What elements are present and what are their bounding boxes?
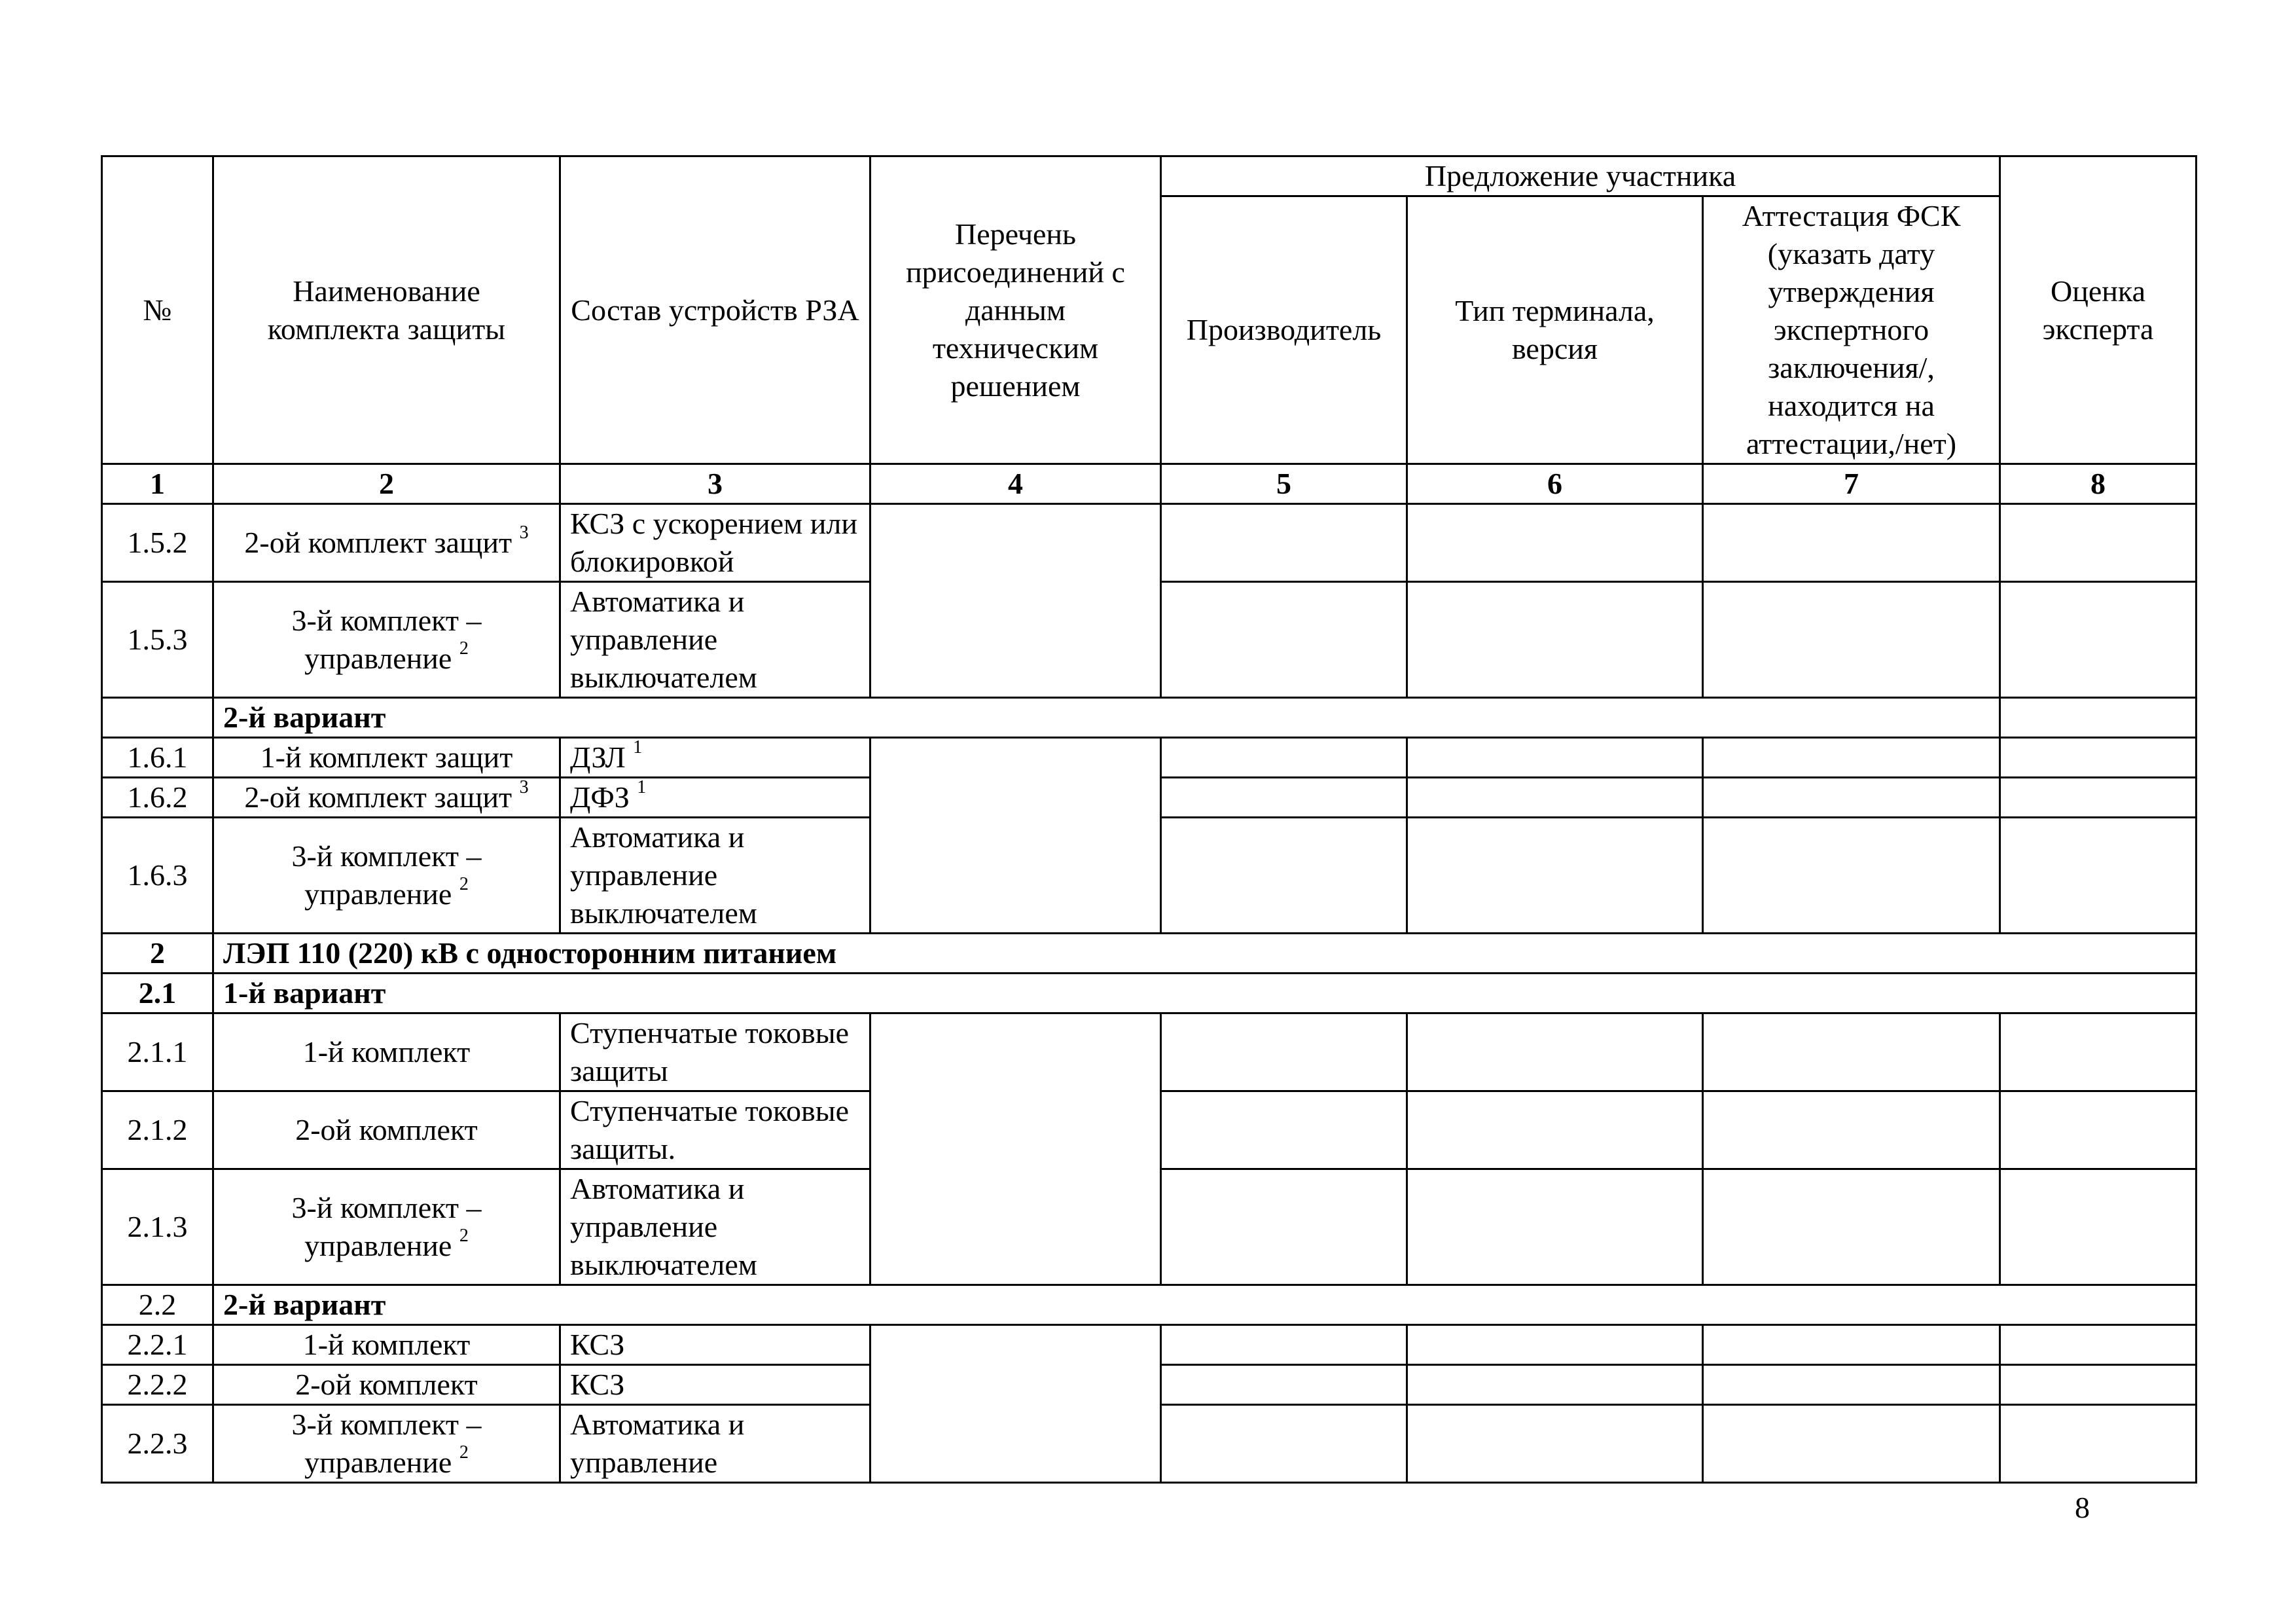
row-terminal[interactable] bbox=[1407, 818, 1703, 934]
col-number: 1 bbox=[102, 464, 213, 504]
header-num: № bbox=[102, 156, 213, 464]
header-expert: Оценка эксперта bbox=[2000, 156, 2197, 464]
row-manufacturer[interactable] bbox=[1161, 818, 1407, 934]
row-name-text: 2-ой комплект защит bbox=[244, 526, 512, 559]
row-devices: Ступенчатые токовые защиты. bbox=[560, 1091, 870, 1169]
row-expert[interactable] bbox=[2000, 1013, 2197, 1091]
table-row bbox=[102, 738, 2197, 778]
header-manufacturer: Производитель bbox=[1161, 196, 1407, 464]
col-number: 7 bbox=[1703, 464, 2000, 504]
footnote-ref: 1 bbox=[633, 737, 643, 757]
row-devices: КСЗ с ускорением или блокировкой bbox=[560, 504, 870, 582]
header-attestation: Аттестация ФСК (указать дату утверждения экспертного заключения/, находится на аттестации,/нет) bbox=[1703, 196, 2000, 464]
row-expert[interactable] bbox=[2000, 1091, 2197, 1169]
row-terminal[interactable] bbox=[1407, 1365, 1703, 1405]
row-name: 2-ой комплект bbox=[213, 1091, 560, 1169]
row-name bbox=[213, 818, 560, 934]
row-devices-text: ДФЗ bbox=[570, 780, 630, 814]
row-attestation[interactable] bbox=[1703, 1405, 2000, 1483]
row-attestation[interactable] bbox=[1703, 818, 2000, 934]
header-participant-group: Предложение участника bbox=[1161, 156, 2000, 196]
variant-label: 2-й вариант bbox=[213, 698, 2000, 738]
footnote-ref: 3 bbox=[519, 522, 529, 543]
row-devices: КСЗ bbox=[560, 1365, 870, 1405]
row-name-text: 3-й комплект – управление bbox=[291, 1408, 482, 1479]
row-attestation[interactable] bbox=[1703, 1091, 2000, 1169]
row-expert[interactable] bbox=[2000, 1325, 2197, 1365]
row-name: 2-ой комплект bbox=[213, 1365, 560, 1405]
footnote-ref: 3 bbox=[519, 777, 529, 797]
footnote-ref: 2 bbox=[459, 1442, 469, 1463]
row-expert[interactable] bbox=[2000, 504, 2197, 582]
row-name: 1-й комплект bbox=[213, 1325, 560, 1365]
row-manufacturer[interactable] bbox=[1161, 504, 1407, 582]
row-num: 1.6.1 bbox=[102, 738, 213, 778]
row-attestation[interactable] bbox=[1703, 504, 2000, 582]
row-num: 1.5.2 bbox=[102, 504, 213, 582]
col-number: 8 bbox=[2000, 464, 2197, 504]
header-row-top bbox=[102, 156, 2197, 196]
row-name: 1-й комплект защит bbox=[213, 738, 560, 778]
row-attestation[interactable] bbox=[1703, 738, 2000, 778]
header-name: Наименование комплекта защиты bbox=[213, 156, 560, 464]
footnote-ref: 2 bbox=[459, 638, 469, 659]
row-name bbox=[213, 1169, 560, 1285]
section-row bbox=[102, 974, 2197, 1013]
variant-row bbox=[102, 698, 2197, 738]
row-name-text: 3-й комплект – управление bbox=[291, 839, 482, 911]
col-number: 4 bbox=[870, 464, 1161, 504]
row-terminal[interactable] bbox=[1407, 778, 1703, 818]
header-devices: Состав устройств РЗА bbox=[560, 156, 870, 464]
section-num: 2 bbox=[102, 934, 213, 974]
row-terminal[interactable] bbox=[1407, 1169, 1703, 1285]
row-terminal[interactable] bbox=[1407, 738, 1703, 778]
section-num: 2.2 bbox=[102, 1285, 213, 1325]
row-name: 1-й комплект bbox=[213, 1013, 560, 1091]
row-connections[interactable] bbox=[870, 1013, 1161, 1285]
row-devices: Автоматика и управление выключателем bbox=[560, 582, 870, 698]
row-expert[interactable] bbox=[2000, 1405, 2197, 1483]
row-terminal[interactable] bbox=[1407, 1325, 1703, 1365]
section-label: 1-й вариант bbox=[213, 974, 2197, 1013]
row-name bbox=[213, 1405, 560, 1483]
row-manufacturer[interactable] bbox=[1161, 1013, 1407, 1091]
row-expert[interactable] bbox=[2000, 1365, 2197, 1405]
row-expert[interactable] bbox=[2000, 698, 2197, 738]
row-num: 2.1.3 bbox=[102, 1169, 213, 1285]
row-expert[interactable] bbox=[2000, 818, 2197, 934]
row-attestation[interactable] bbox=[1703, 1169, 2000, 1285]
row-num: 2.2.3 bbox=[102, 1405, 213, 1483]
section-row bbox=[102, 1285, 2197, 1325]
row-manufacturer[interactable] bbox=[1161, 1325, 1407, 1365]
row-devices: Автоматика и управление выключателем bbox=[560, 818, 870, 934]
col-number: 3 bbox=[560, 464, 870, 504]
row-attestation[interactable] bbox=[1703, 582, 2000, 698]
col-number: 6 bbox=[1407, 464, 1703, 504]
row-name-text: 3-й комплект – управление bbox=[291, 1191, 482, 1262]
header-terminal: Тип терминала, версия bbox=[1407, 196, 1703, 464]
header-connections: Перечень присоединений с данным техническим решением bbox=[870, 156, 1161, 464]
row-num: 1.5.3 bbox=[102, 582, 213, 698]
footnote-ref: 2 bbox=[459, 1226, 469, 1246]
row-num: 2.1.2 bbox=[102, 1091, 213, 1169]
row-connections[interactable] bbox=[870, 1325, 1161, 1483]
row-devices: Автоматика и управление bbox=[560, 1405, 870, 1483]
col-number: 5 bbox=[1161, 464, 1407, 504]
page-number: 8 bbox=[2075, 1491, 2090, 1524]
section-num: 2.1 bbox=[102, 974, 213, 1013]
row-name-text: 3-й комплект – управление bbox=[291, 604, 482, 675]
row-name bbox=[213, 778, 560, 818]
section-label: ЛЭП 110 (220) кВ с односторонним питанием bbox=[213, 934, 2197, 974]
row-num: 1.6.2 bbox=[102, 778, 213, 818]
row-attestation[interactable] bbox=[1703, 1325, 2000, 1365]
row-manufacturer[interactable] bbox=[1161, 582, 1407, 698]
column-number-row bbox=[102, 464, 2197, 504]
section-row bbox=[102, 934, 2197, 974]
row-devices: Ступенчатые токовые защиты bbox=[560, 1013, 870, 1091]
row-manufacturer[interactable] bbox=[1161, 738, 1407, 778]
row-attestation[interactable] bbox=[1703, 1365, 2000, 1405]
row-terminal[interactable] bbox=[1407, 1013, 1703, 1091]
footnote-ref: 2 bbox=[459, 874, 469, 894]
row-name bbox=[213, 582, 560, 698]
row-attestation[interactable] bbox=[1703, 778, 2000, 818]
row-terminal[interactable] bbox=[1407, 504, 1703, 582]
row-num: 2.2.2 bbox=[102, 1365, 213, 1405]
footnote-ref: 1 bbox=[637, 777, 647, 797]
row-connections[interactable] bbox=[870, 504, 1161, 698]
row-name bbox=[213, 504, 560, 582]
row-expert[interactable] bbox=[2000, 778, 2197, 818]
row-devices-text: ДЗЛ bbox=[570, 740, 626, 774]
row-expert[interactable] bbox=[2000, 1169, 2197, 1285]
row-num: 2.1.1 bbox=[102, 1013, 213, 1091]
row-devices: КСЗ bbox=[560, 1325, 870, 1365]
row-manufacturer[interactable] bbox=[1161, 1091, 1407, 1169]
table-row bbox=[102, 504, 2197, 582]
row-num bbox=[102, 698, 213, 738]
row-num: 2.2.1 bbox=[102, 1325, 213, 1365]
row-manufacturer[interactable] bbox=[1161, 1405, 1407, 1483]
row-connections[interactable] bbox=[870, 738, 1161, 934]
row-devices bbox=[560, 738, 870, 778]
row-terminal[interactable] bbox=[1407, 1091, 1703, 1169]
row-attestation[interactable] bbox=[1703, 1013, 2000, 1091]
row-name-text: 2-ой комплект защит bbox=[244, 780, 512, 814]
row-manufacturer[interactable] bbox=[1161, 778, 1407, 818]
row-devices bbox=[560, 778, 870, 818]
col-number: 2 bbox=[213, 464, 560, 504]
row-manufacturer[interactable] bbox=[1161, 1365, 1407, 1405]
table-row bbox=[102, 1325, 2197, 1365]
row-terminal[interactable] bbox=[1407, 1405, 1703, 1483]
row-expert[interactable] bbox=[2000, 582, 2197, 698]
section-label: 2-й вариант bbox=[213, 1285, 2197, 1325]
rza-proposal-table bbox=[101, 155, 2197, 1484]
row-manufacturer[interactable] bbox=[1161, 1169, 1407, 1285]
row-terminal[interactable] bbox=[1407, 582, 1703, 698]
row-devices: Автоматика и управление выключателем bbox=[560, 1169, 870, 1285]
row-expert[interactable] bbox=[2000, 738, 2197, 778]
row-num: 1.6.3 bbox=[102, 818, 213, 934]
table-row bbox=[102, 1013, 2197, 1091]
